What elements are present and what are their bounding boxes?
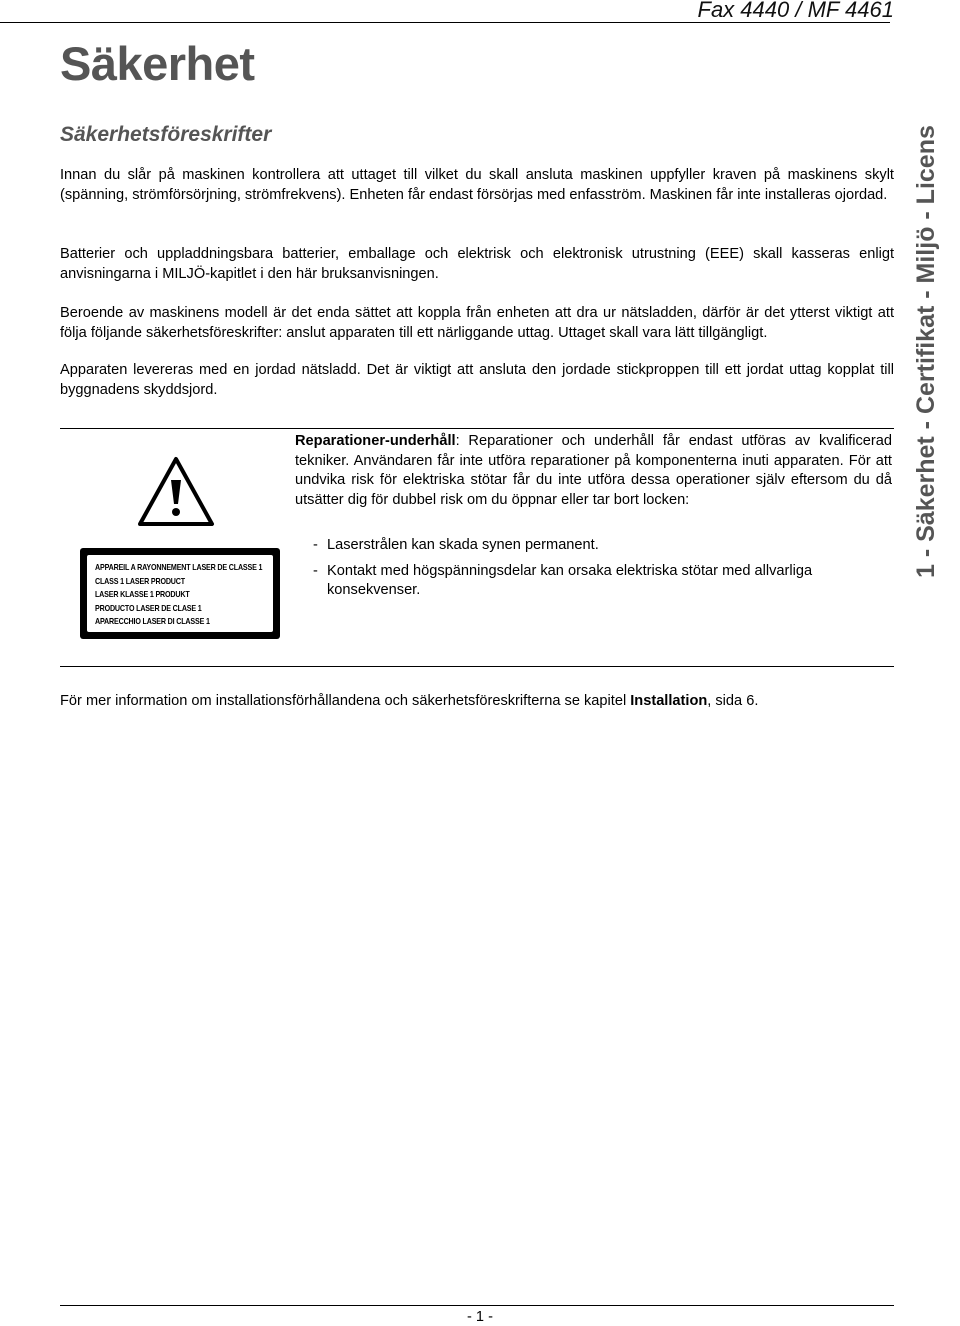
laser-label-line: CLASS 1 LASER PRODUCT <box>95 576 185 586</box>
repair-text: : Reparationer och underhåll får endast utföras av kvalificerad tekniker. Användaren får inte utföra reparationer på komponenterna inuti apparaten. För att undvika risk för elektriska stötar får du inte utföra dessa operationer själv eftersom du då utsätter dig för dubbel risk om du öppnar eller tar bort locken: <box>295 433 892 508</box>
paragraph-disconnection: Beroende av maskinens modell är det enda sättet att koppla från enheten att dra ur nätsladden, därför är det ytterst viktigt att följa följande säkerhetsföreskrifter: anslut apparaten till ett närliggande uttag. Uttaget skall vara lätt tillgängligt. <box>60 305 894 341</box>
paragraph-grounded-cord: Apparaten levereras med en jordad nätsladd. Det är viktigt att ansluta den jordade stickproppen till ett jordat uttag kopplat till byggnadens skyddsjord. <box>60 362 894 398</box>
footer-rule <box>60 1305 894 1306</box>
repair-paragraph <box>295 432 892 510</box>
laser-label-line: APARECCHIO LASER DI CLASSE 1 <box>95 616 210 626</box>
repair-bullet-list <box>313 536 893 607</box>
list-item <box>313 562 893 601</box>
section-divider <box>60 428 894 429</box>
more-info-paragraph <box>60 692 758 712</box>
bullet-text: Laserstrålen kan skada synen permanent. <box>327 537 599 553</box>
page-number: - 1 - <box>467 1309 493 1325</box>
laser-label-line: APPAREIL A RAYONNEMENT LASER DE CLASSE 1 <box>95 562 263 572</box>
repair-heading: Reparationer-underhåll <box>295 433 456 449</box>
bullet-marker: - <box>313 562 318 579</box>
list-item <box>313 536 893 556</box>
section-divider <box>60 666 894 667</box>
more-info-text: För mer information om installationsförhållandena och säkerhetsföreskrifterna se kapitel <box>60 693 631 709</box>
bullet-text: Kontakt med högspänningsdelar kan orsaka elektriska stötar med allvarliga konsekvenser. <box>327 562 813 598</box>
laser-label-line: PRODUCTO LASER DE CLASE 1 <box>95 603 202 613</box>
laser-class-label <box>80 548 280 639</box>
laser-label-panel <box>87 555 273 632</box>
bullet-marker: - <box>313 537 318 553</box>
laser-label-line: LASER KLASSE 1 PRODUKT <box>95 589 190 599</box>
warning-triangle-icon <box>137 456 215 528</box>
paragraph-battery-disposal: Batterier och uppladdningsbara batterier, emballage och elektrisk och elektronisk utrustning (EEE) skall kasseras enligt anvisningarna i MILJÖ-kapitlet i den här bruksanvisningen. <box>60 246 894 282</box>
section-title: Säkerhetsföreskrifter <box>60 123 272 146</box>
paragraph-power-requirements: Innan du slår på maskinen kontrollera att uttaget till vilket du skall ansluta maskinen uppfyller kraven på maskinens skylt (spänning, strömförsörjning, strömfrekvens). Enheten får endast försörjas med enfasström. Maskinen får inte installeras ojordad. <box>60 167 894 203</box>
page-title: Säkerhet <box>60 37 255 90</box>
chapter-side-tab: 1 - Säkerhet - Certifikat - Miljö - Licens <box>912 125 940 578</box>
installation-chapter-reference: Installation <box>630 693 708 709</box>
more-info-suffix: , sida 6. <box>707 693 759 709</box>
model-name: Fax 4440 / MF 4461 <box>697 0 894 22</box>
